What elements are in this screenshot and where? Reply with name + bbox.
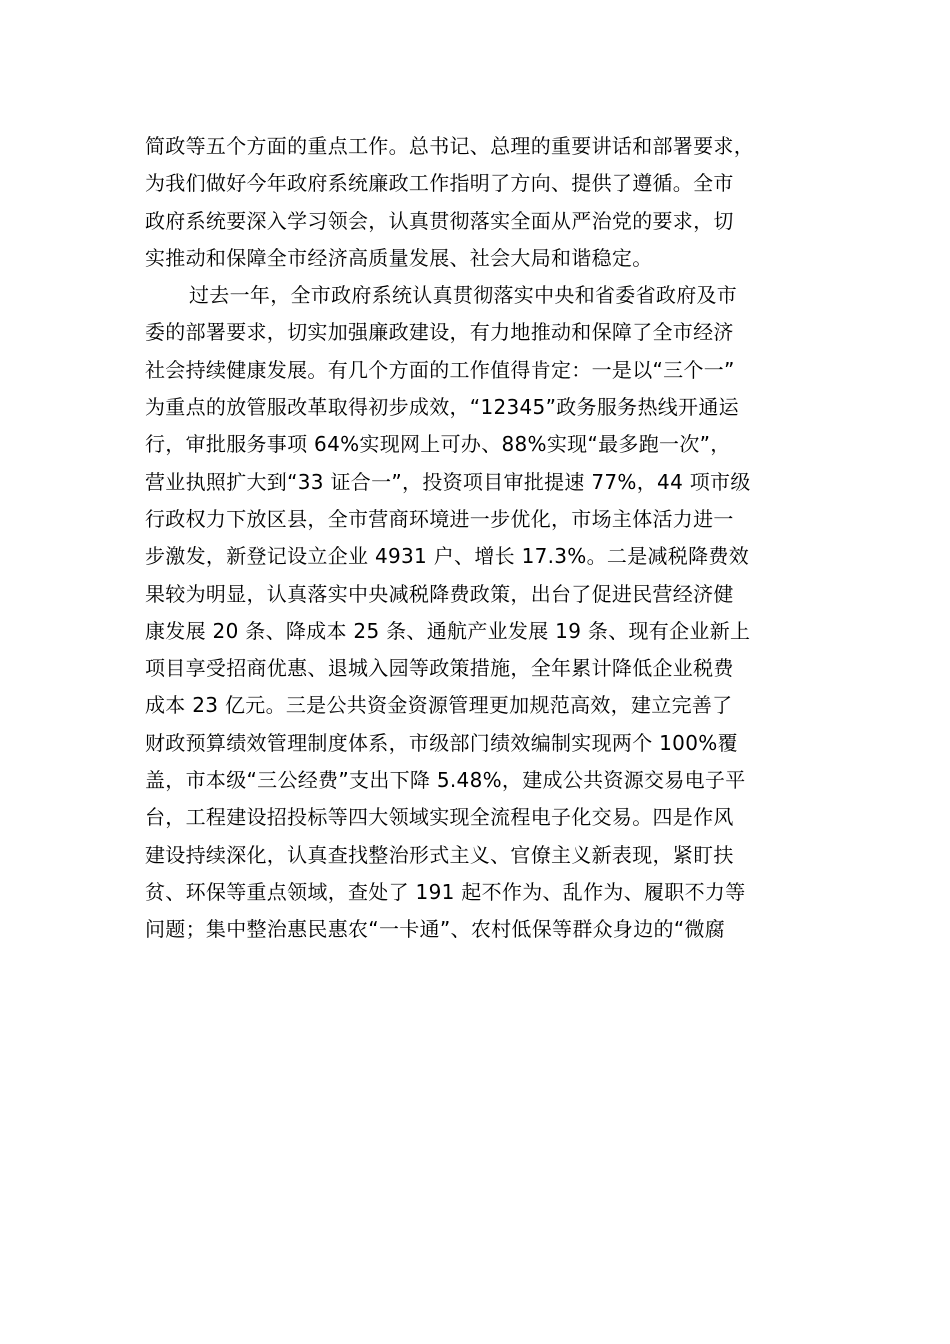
text-line: 为重点的放管服改革取得初步成效，“12345”政务服务热线开通运 [145,395,739,420]
text-line: 实推动和保障全市经济高质量发展、社会大局和谐稳定。 [145,245,653,270]
text-line: 建设持续深化，认真查找整治形式主义、官僚主义新表现，紧盯扶 [145,842,734,867]
text-line: 行，审批服务事项 64%实现网上可办、88%实现“最多跑一次”， [145,432,731,457]
paragraph-first-line: 过去一年，全市政府系统认真贯彻落实中央和省委省政府及市 [189,283,738,308]
text-line: 盖，市本级“三公经费”支出下降 5.48%，建成公共资源交易电子平 [145,768,746,793]
text-line: 问题；集中整治惠民惠农“一卡通”、农村低保等群众身边的“微腐 [145,917,726,942]
text-line: 台，工程建设招投标等四大领域实现全流程电子化交易。四是作风 [145,805,734,830]
text-line: 贫、环保等重点领域，查处了 191 起不作为、乱作为、履职不力等 [145,879,746,904]
text-line: 为我们做好今年政府系统廉政工作指明了方向、提供了遵循。全市 [145,171,734,196]
document-body [145,128,805,949]
text-line: 成本 23 亿元。三是公共资金资源管理更加规范高效，建立完善了 [145,693,733,718]
text-line: 简政等五个方面的重点工作。总书记、总理的重要讲话和部署要求， [145,134,754,158]
text-line: 财政预算绩效管理制度体系，市级部门绩效编制实现两个 100%覆 [145,730,738,755]
text-line: 项目享受招商优惠、退城入园等政策措施，全年累计降低企业税费 [145,656,734,681]
text-line: 果较为明显，认真落实中央减税降费政策，出台了促进民营经济健 [145,581,734,606]
text-line: 政府系统要深入学习领会，认真贯彻落实全面从严治党的要求，切 [145,208,734,233]
text-line: 社会持续健康发展。有几个方面的工作值得肯定：一是以“三个一” [145,357,735,382]
text-line: 康发展 20 条、降成本 25 条、通航产业发展 19 条、现有企业新上 [145,618,751,643]
text-line: 行政权力下放区县，全市营商环境进一步优化，市场主体活力进一 [145,506,734,531]
text-line: 委的部署要求，切实加强廉政建设，有力地推动和保障了全市经济 [145,320,734,345]
text-line: 营业执照扩大到“33 证合一”，投资项目审批提速 77%，44 项市级 [145,469,751,494]
text-line: 步激发，新登记设立企业 4931 户、增长 17.3%。二是减税降费效 [145,544,750,569]
